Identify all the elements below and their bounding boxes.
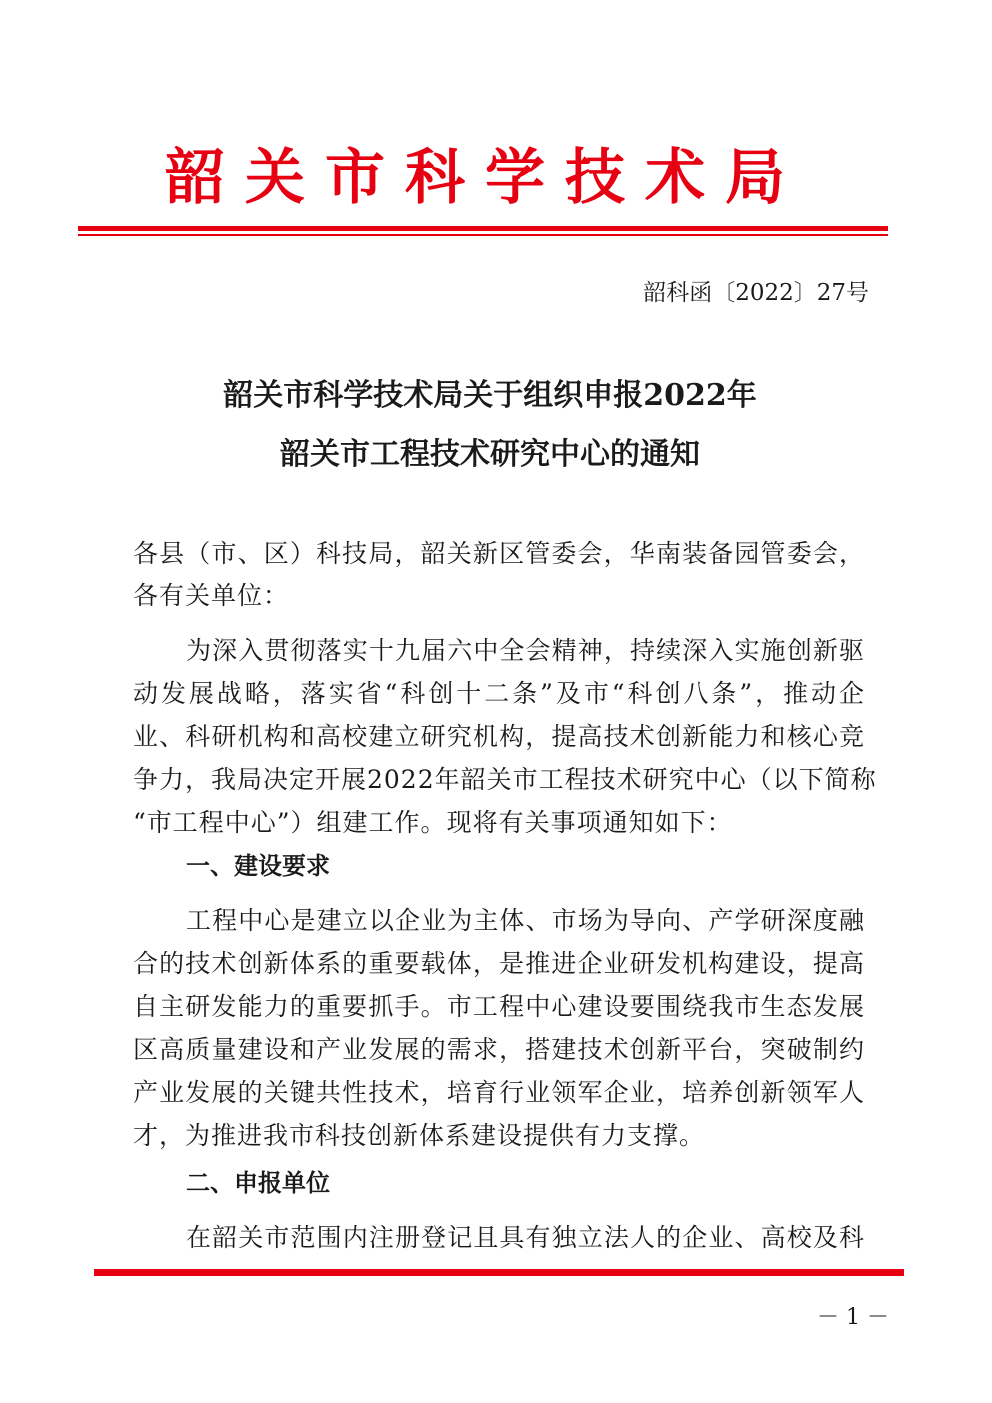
intro-line-2: 动发展战略，落实省“科创十二条”及市“科创八条”，推动企 <box>133 679 865 708</box>
intro-line-1: 为深入贯彻落实十九届六中全会精神，持续深入实施创新驱 <box>186 636 865 665</box>
section-1-line-4: 区高质量建设和产业发展的需求，搭建技术创新平台，突破制约 <box>133 1035 865 1064</box>
header-rule-thick <box>78 226 888 231</box>
notice-title-line-1: 韶关市科学技术局关于组织申报2022年 <box>223 378 757 413</box>
section-1-line-3: 自主研发能力的重要抓手。市工程中心建设要围绕我市生态发展 <box>133 992 865 1021</box>
footer-rule <box>94 1269 904 1276</box>
agency-header: 韶关市科学技术局 <box>165 143 805 213</box>
section-1-heading: 一、建设要求 <box>186 852 330 880</box>
section-2-line-1: 在韶关市范围内注册登记且具有独立法人的企业、高校及科 <box>186 1223 865 1252</box>
notice-title-line-2: 韶关市工程技术研究中心的通知 <box>280 437 700 472</box>
section-1-line-1: 工程中心是建立以企业为主体、市场为导向、产学研深度融 <box>186 906 865 935</box>
header-rule-thin <box>78 234 888 236</box>
section-2-heading: 二、申报单位 <box>186 1169 330 1197</box>
document-number: 韶科函〔2022〕27号 <box>643 280 869 306</box>
page-number: － 1 － <box>817 1305 889 1330</box>
section-1-line-2: 合的技术创新体系的重要载体，是推进企业研发机构建设，提高 <box>133 949 865 978</box>
section-1-line-6: 才，为推进我市科技创新体系建设提供有力支撑。 <box>133 1121 706 1150</box>
section-1-line-5: 产业发展的关键共性技术，培育行业领军企业，培养创新领军人 <box>133 1078 865 1107</box>
addressee-line-1: 各县（市、区）科技局，韶关新区管委会，华南装备园管委会， <box>133 539 865 568</box>
intro-line-3: 业、科研机构和高校建立研究机构，提高技术创新能力和核心竞 <box>133 722 865 751</box>
intro-line-5: “市工程中心”）组建工作。现将有关事项通知如下： <box>133 808 733 837</box>
addressee-line-2: 各有关单位： <box>133 581 290 610</box>
intro-line-4: 争力，我局决定开展2022年韶关市工程技术研究中心（以下简称 <box>133 765 877 794</box>
